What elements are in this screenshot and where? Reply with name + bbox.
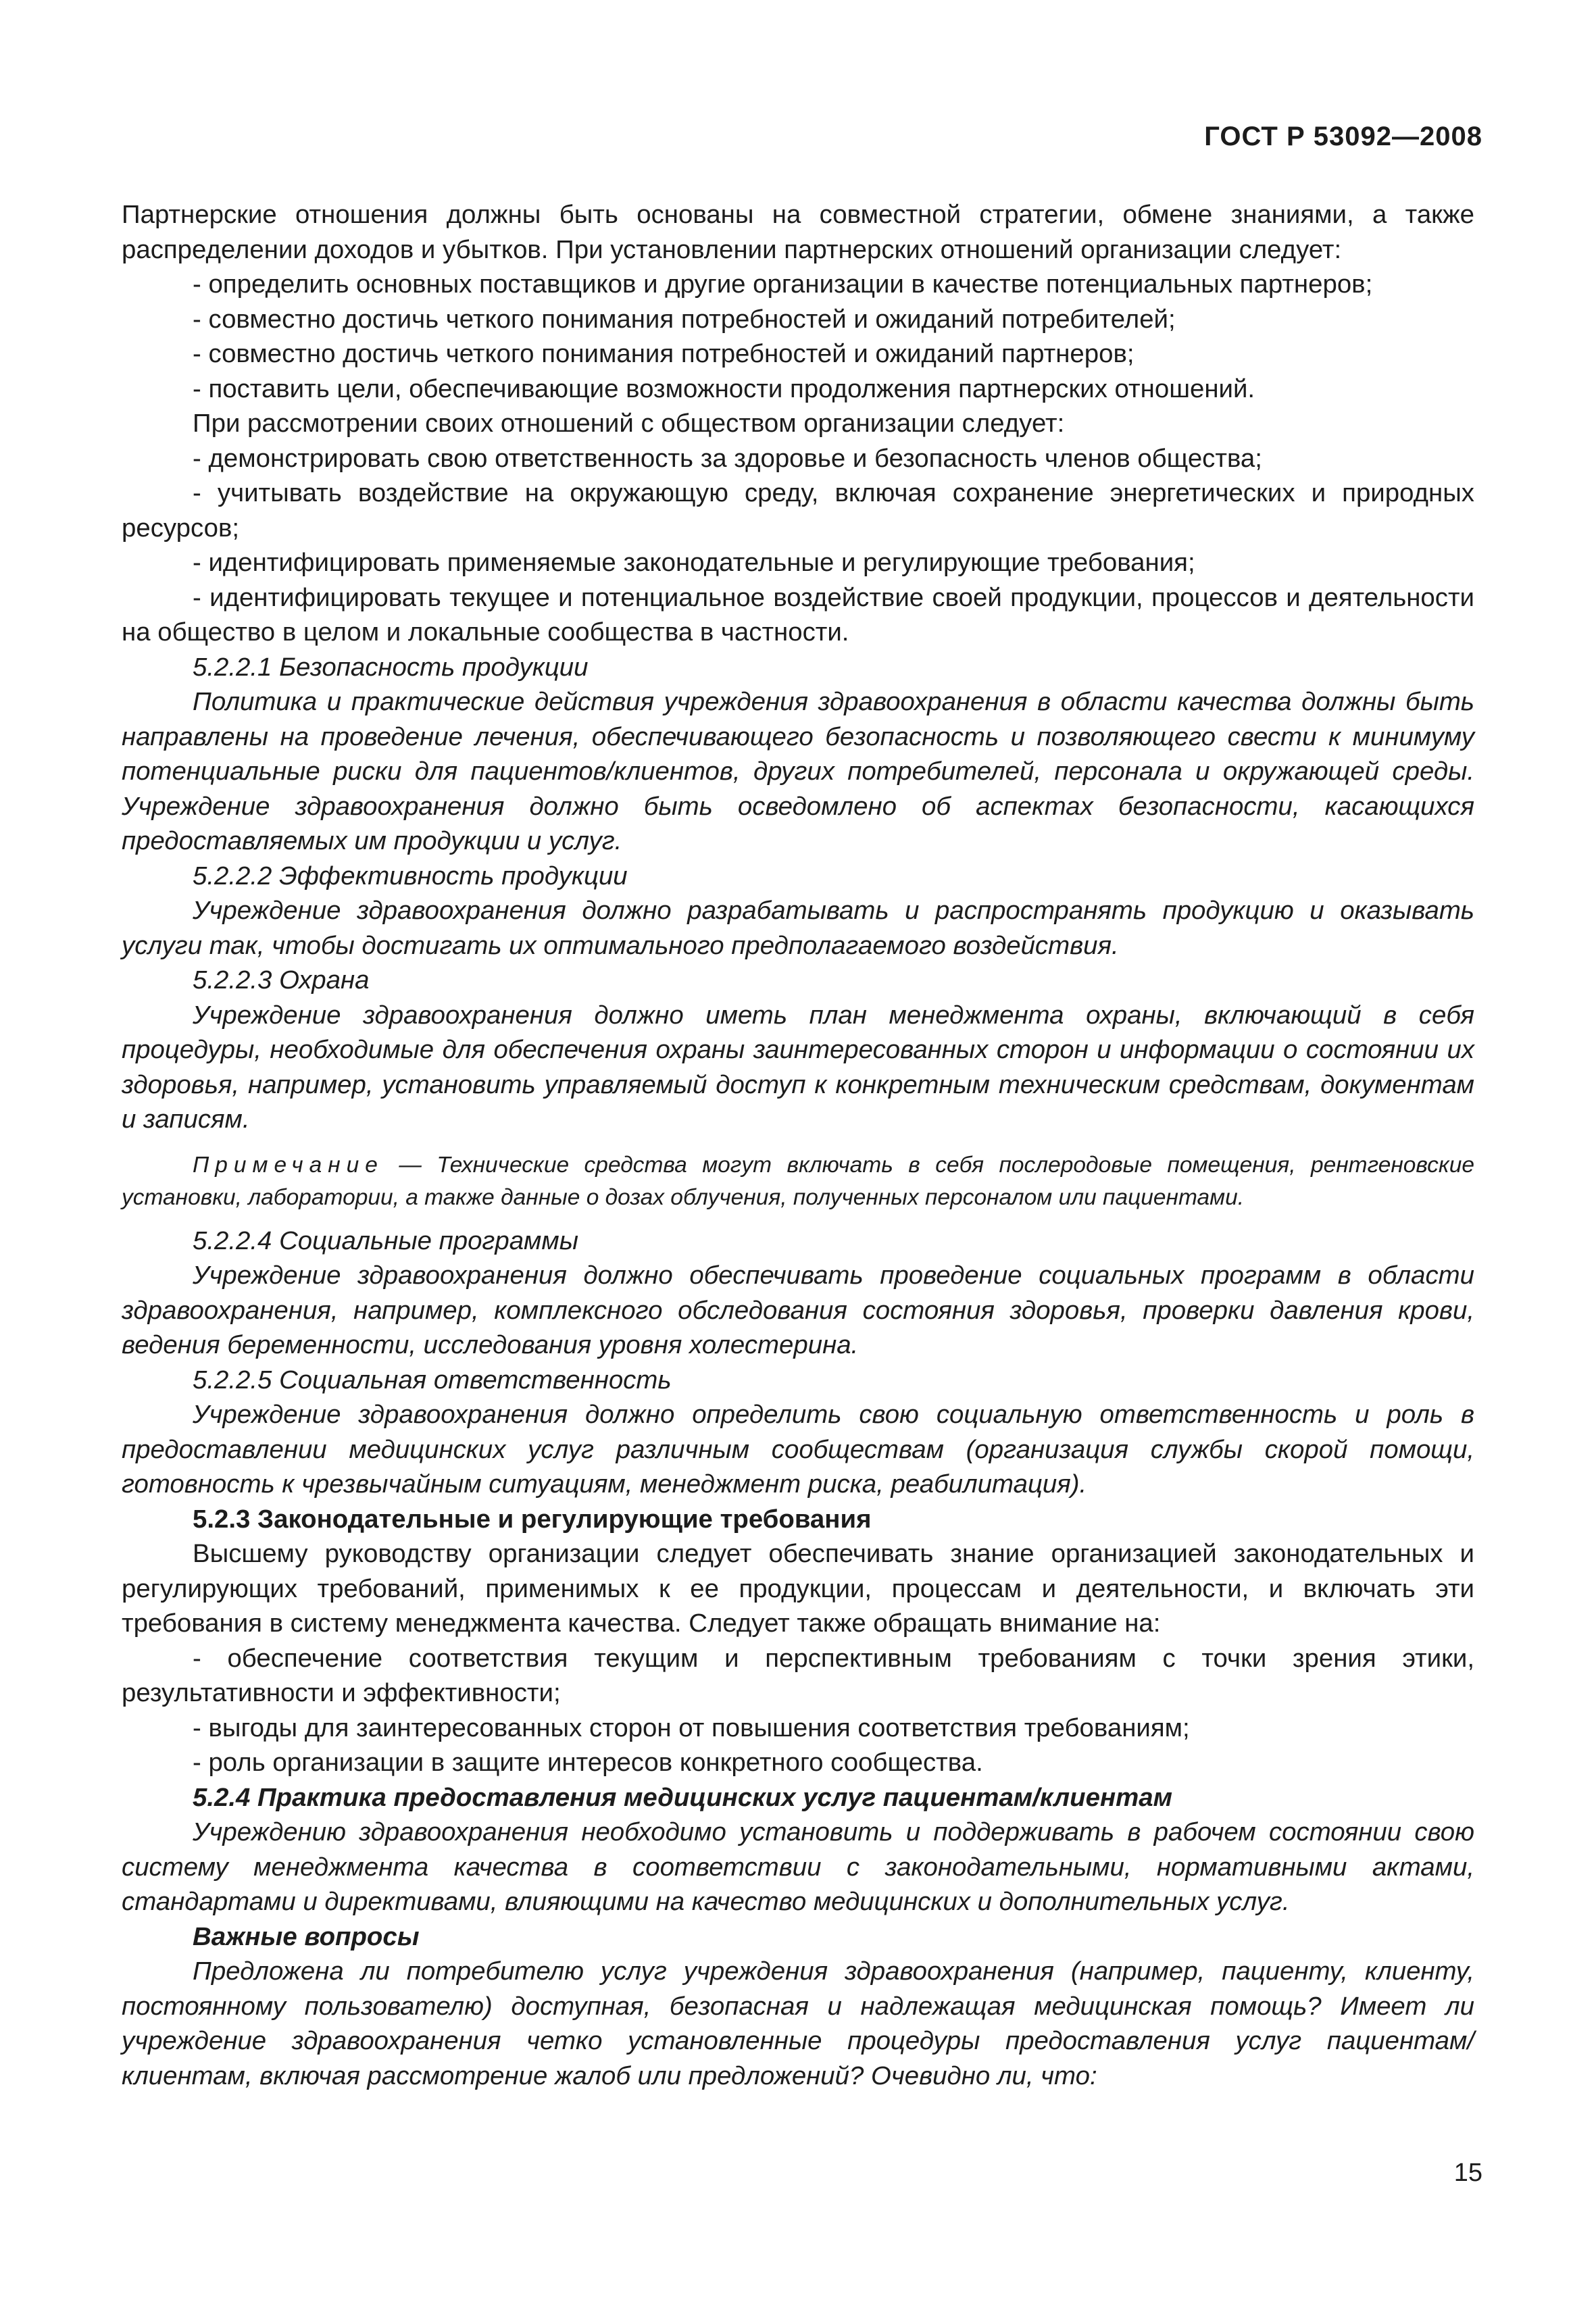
paragraph: Учреждение здравоохранения должно определить свою социальную ответственность и роль в предоставлении медицинских услуг различным сообществам (организация службы скорой помощи, готовность к чрезвычайным ситуациям, менеджмент риска, реабилитация). [122,1400,1474,1499]
list-item: - выгоды для заинтересованных сторон от повышения соответствия требованиям; [193,1713,1190,1742]
page-number: 15 [1453,2159,1482,2187]
document-body [122,197,1474,2093]
section-heading: 5.2.2.1 Безопасность продукции [193,652,589,682]
list-item: - роль организации в защите интересов конкретного сообщества. [193,1748,983,1777]
paragraph: Партнерские отношения должны быть основаны на совместной стратегии, обмене знаниями, а также распределении доходов и убытков. При установлении партнерских отношений организации следует: [122,200,1474,264]
list-item: - поставить цели, обеспечивающие возможности продолжения партнерских отношений. [193,374,1255,403]
section-heading: 5.2.2.2 Эффективность продукции [193,861,628,890]
note [122,1149,1474,1214]
list-item: - учитывать воздействие на окружающую среду, включая сохранение энергетических и природных ресурсов; [122,478,1474,543]
section-heading: 5.2.3 Законодательные и регулирующие требования [193,1504,872,1534]
subheading: Важные вопросы [193,1921,420,1951]
paragraph: Учреждению здравоохранения необходимо установить и поддерживать в рабочем состоянии свою систему менеджмента качества в соответствии с законодательными, нормативными актами, стандартами и директивами, влияющими на качество медицинских и дополнительных услуг. [122,1817,1474,1916]
paragraph: Политика и практические действия учреждения здравоохранения в области качества должны быть направлены на проведение лечения, обеспечивающего безопасность и позволяющего свести к минимуму потенциальные риски для пациентов/клиентов, других потребителей, персонала и окружающей среды. Учреждение здравоохранения должно быть осведомлено об аспектах безопасности, касающихся предоставляемых им продукции и услуг. [122,687,1474,855]
list-item: - совместно достичь четкого понимания потребностей и ожиданий партнеров; [193,339,1134,368]
paragraph: Высшему руководству организации следует обеспечивать знание организацией законодательных и регулирующих требований, применимых к ее продукции, процессам и деятельности, и включать эти требования в систему менеджмента качества. Следует также обращать внимание на: [122,1539,1474,1638]
paragraph: Предложена ли потребителю услуг учреждения здравоохранения (например, пациенту, клиенту, постоянному пользователю) доступная, безопасная и надлежащая медицинская помощь? Имеет ли учреждение здравоохранения четко установленные процедуры предоставления услуг пациентам/клиентам, включая рассмотрение жалоб или предложений? Очевидно ли, что: [122,1957,1474,2090]
section-heading: 5.2.2.5 Социальная ответственность [193,1365,672,1394]
list-item: - демонстрировать свою ответственность за здоровье и безопасность членов общества; [193,443,1262,473]
list-item: - определить основных поставщиков и другие организации в качестве потенциальных партнеров; [193,270,1373,299]
section-heading: 5.2.2.4 Социальные программы [193,1226,578,1255]
paragraph: Учреждение здравоохранения должно иметь план менеджмента охраны, включающий в себя процедуры, необходимые для обеспечения охраны заинтересованных сторон и информации о состоянии их здоровья, например, установить управляемый доступ к конкретным техническим средствам, документам и записям. [122,1000,1474,1134]
list-item: - идентифицировать текущее и потенциальное воздействие своей продукции, процессов и деятельности на общество в целом и локальные сообщества в частности. [122,582,1474,647]
list-item: - обеспечение соответствия текущим и перспективным требованиям с точки зрения этики, результативности и эффективности; [122,1643,1474,1707]
list-item: - совместно достичь четкого понимания потребностей и ожиданий потребителей; [193,304,1176,334]
note-label: Примечание [193,1152,384,1178]
section-heading: 5.2.4 Практика предоставления медицинских услуг пациентам/клиентам [193,1782,1173,1812]
document-number: ГОСТ Р 53092—2008 [1204,122,1482,151]
section-heading: 5.2.2.3 Охрана [193,965,370,995]
paragraph: Учреждение здравоохранения должно разрабатывать и распространять продукцию и оказывать услуги так, чтобы достигать их оптимального предполагаемого воздействия. [122,896,1474,960]
paragraph: Учреждение здравоохранения должно обеспечивать проведение социальных программ в области здравоохранения, например, комплексного обследования состояния здоровья, проверки давления крови, ведения беременности, исследования уровня холестерина. [122,1261,1474,1359]
list-item: - идентифицировать применяемые законодательные и регулирующие требования; [193,548,1195,577]
paragraph: При рассмотрении своих отношений с обществом организации следует: [193,409,1065,438]
note-text: — Технические средства могут включать в себя послеродовые помещения, рентгеновские установки, лаборатории, а также данные о дозах облучения, полученных персоналом или пациентами. [122,1152,1474,1210]
